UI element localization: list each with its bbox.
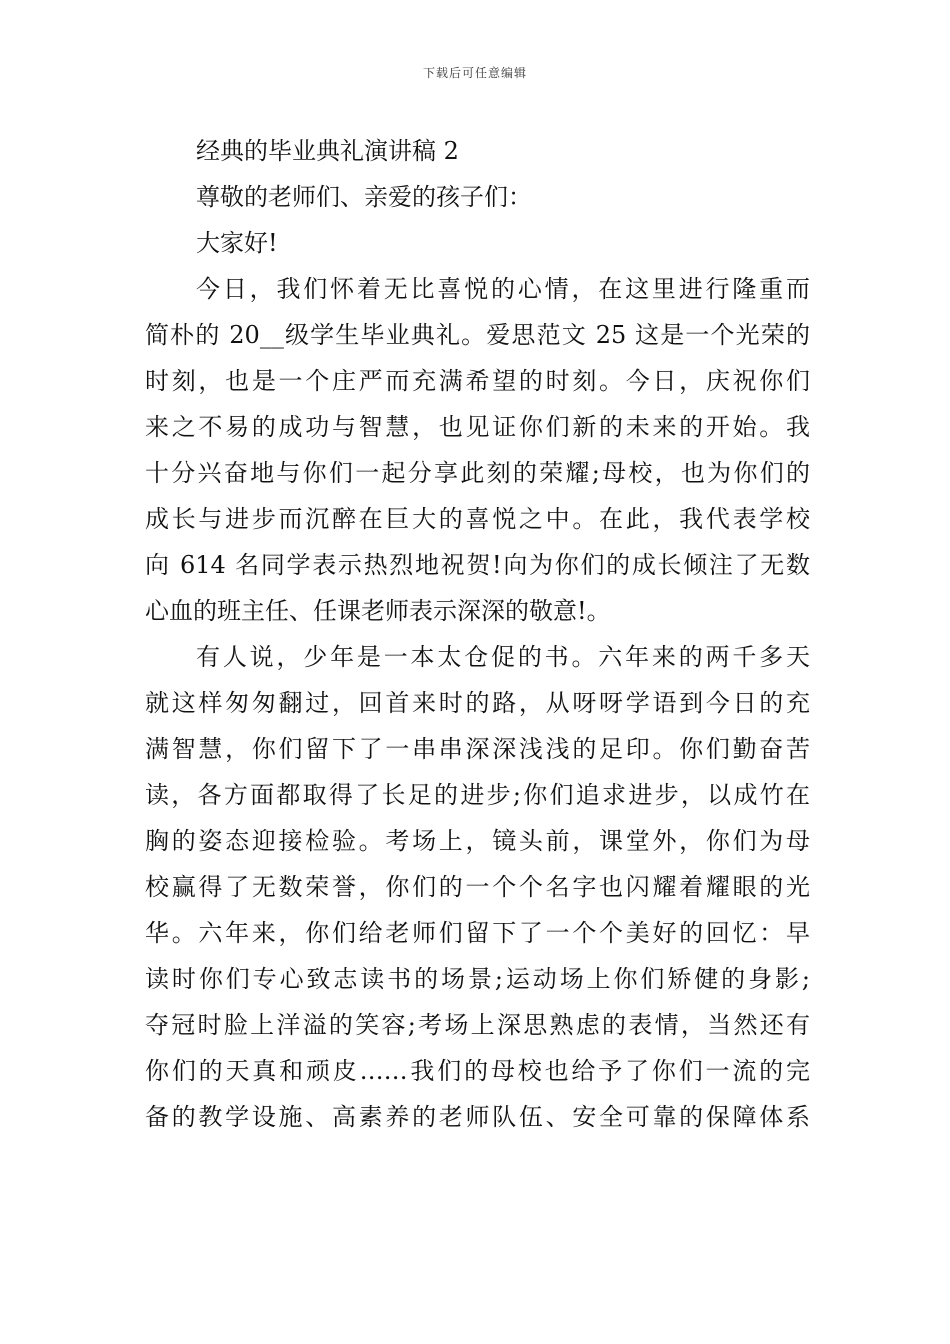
- text-line: 成长与进步而沉醉在巨大的喜悦之中。在此，我代表学校: [145, 505, 810, 533]
- text-line: 就这样匆匆翻过，回首来时的路，从呀呀学语到今日的充: [145, 689, 810, 717]
- text-line: 备的教学设施、高素养的老师队伍、安全可靠的保障体系: [145, 1103, 810, 1131]
- salutation: 尊敬的老师们、亲爱的孩子们：: [196, 183, 532, 211]
- text-line: 读时你们专心致志读书的场景;运动场上你们矫健的身影;: [145, 965, 810, 993]
- text-line: 满智慧，你们留下了一串串深深浅浅的足印。你们勤奋苦: [145, 735, 810, 763]
- text-line: 有人说，少年是一本太仓促的书。六年来的两千多天: [196, 643, 810, 671]
- text-line: 校赢得了无数荣誉，你们的一个个名字也闪耀着耀眼的光: [145, 873, 810, 901]
- text-line: 时刻，也是一个庄严而充满希望的时刻。今日，庆祝你们: [145, 367, 810, 395]
- text-line: 华。六年来，你们给老师们留下了一个个美好的回忆：早: [145, 919, 810, 947]
- paragraph-1: [145, 266, 810, 634]
- text-line: 你们的天真和顽皮……我们的母校也给予了你们一流的完: [145, 1057, 810, 1085]
- document-title: 经典的毕业典礼演讲稿 2: [196, 137, 459, 165]
- document-body: [145, 128, 810, 1140]
- text-line: 夺冠时脸上洋溢的笑容;考场上深思熟虑的表情，当然还有: [145, 1011, 810, 1039]
- text-line: 来之不易的成功与智慧，也见证你们新的未来的开始。我: [145, 413, 810, 441]
- text-line: 简朴的 20__级学生毕业典礼。爱思范文 25 这是一个光荣的: [145, 321, 810, 349]
- greeting: 大家好!: [196, 229, 278, 257]
- text-line: 今日，我们怀着无比喜悦的心情，在这里进行隆重而: [196, 275, 810, 303]
- text-line: 胸的姿态迎接检验。考场上，镜头前，课堂外，你们为母: [145, 827, 810, 855]
- text-line: 读，各方面都取得了长足的进步;你们追求进步，以成竹在: [145, 781, 810, 809]
- text-line: 向 614 名同学表示热烈地祝贺!向为你们的成长倾注了无数: [145, 551, 810, 579]
- text-line: 心血的班主任、任课老师表示深深的敬意!。: [145, 597, 611, 625]
- page-header: 下载后可任意编辑: [422, 66, 527, 80]
- text-line: 十分兴奋地与你们一起分享此刻的荣耀;母校，也为你们的: [145, 459, 810, 487]
- paragraph-2: [145, 634, 810, 1140]
